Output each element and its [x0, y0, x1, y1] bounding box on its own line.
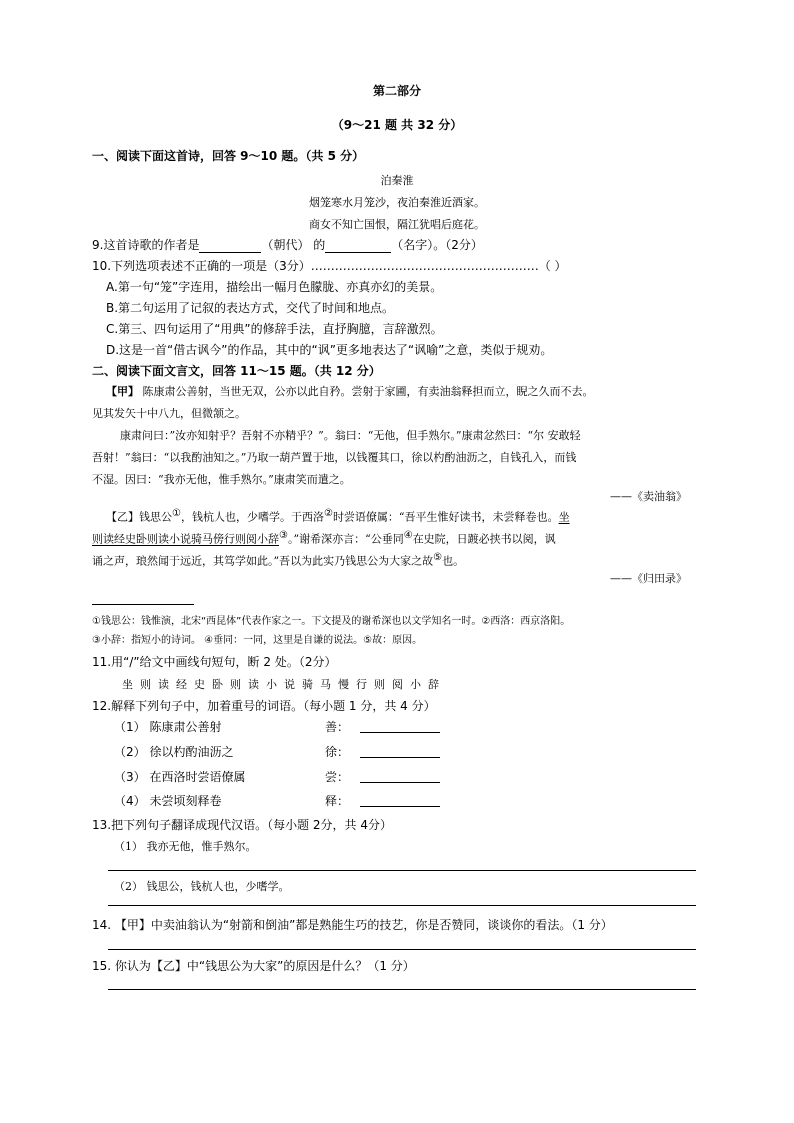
- q9-name-blank[interactable]: [325, 252, 391, 253]
- q12-item-1-word: 善：: [325, 720, 350, 734]
- q12-item-4-word: 释：: [325, 794, 350, 808]
- part1-heading: 一、阅读下面这首诗，回答 9～10 题。（共 5 分）: [92, 149, 365, 163]
- poem-line-1: 烟笼寒水月笼沙，夜泊秦淮近酒家。: [309, 196, 485, 209]
- q12-item-2-label: （2） 徐以杓酌油沥之: [114, 745, 234, 759]
- q13-sentence-1: （1） 我亦无他，惟手熟尔。: [114, 840, 257, 853]
- q10-option-c[interactable]: C.第三、四句运用了“用典”的修辞手法，直抒胸臆，言辞激烈。: [106, 322, 443, 336]
- q10-option-b[interactable]: B.第二句运用了记叙的表达方式，交代了时间和地点。: [106, 301, 395, 315]
- q10-option-a[interactable]: A.第一句“笼”字连用，描绘出一幅月色朦胧、亦真亦幻的美景。: [106, 280, 443, 294]
- note-ref-2: ②: [323, 508, 333, 519]
- poem-title: 泊秦淮: [380, 174, 414, 187]
- part2-heading: 二、阅读下面文言文，回答 11～15 题。（共 12 分）: [92, 364, 381, 378]
- footnote-line-2: ③小辞：指短小的诗词。 ④垂同：一同，这里是自谦的说法。⑤故：原因。: [92, 635, 423, 646]
- question-9: [92, 236, 483, 253]
- yi-text-1a: 【乙】钱思公: [106, 510, 172, 524]
- yi-source: ——《归田录》: [610, 572, 687, 585]
- jia-p1-text: 陈康肃公善射，当世无双，公亦以此自矜。尝射于家圃，有卖油翁释担而立，睨之久而不去。: [139, 385, 594, 398]
- q12-item-3-blank[interactable]: [360, 782, 440, 783]
- jia-para2-line2: 吾射！”翁曰：“以我酌油知之。”乃取一葫芦置于地，以钱覆其口，徐以杓酌油沥之，自钱孔入，而钱: [92, 451, 577, 464]
- q12-item-4-label: （4） 未尝顷刻释卷: [114, 794, 222, 808]
- q12-item-2-blank[interactable]: [360, 757, 440, 758]
- footnote-line-1: ①钱思公：钱惟演，北宋“西昆体”代表作家之一。下文提及的谢希深也以文学知名一时。②西洛：西京洛阳。: [92, 616, 571, 627]
- jia-source: ——《卖油翁》: [610, 490, 687, 503]
- note-ref-5: ⑤: [433, 552, 443, 563]
- q12-item-3-label: （3） 在西洛时尝语僚属: [114, 770, 246, 784]
- footnote-divider: [92, 604, 194, 605]
- yi-line1: [106, 508, 570, 525]
- yi-line2: [92, 530, 556, 547]
- yi-text-1b: ，钱杭人也，少嗜学。于西洛: [180, 510, 324, 524]
- yi-text-2b: 。”谢希深亦言：“公垂同: [287, 532, 404, 546]
- jia-label: 【甲】: [106, 385, 139, 398]
- question-10-stem: 10.下列选项表述不正确的一项是（3分）…………………………………………………（ ）: [92, 259, 567, 273]
- question-12-stem: 12.解释下列句子中，加着重号的词语。（每小题 1 分，共 4 分）: [92, 699, 436, 713]
- yi-text-2c: 在史院，日踱必挟书以阅，讽: [412, 532, 556, 546]
- q10-option-d[interactable]: D.这是一首“借古讽今”的作品，其中的“讽”更多地表达了“讽喻”之意，类似于规劝。: [106, 343, 553, 357]
- q12-item-3-word: 尝：: [325, 770, 350, 784]
- q12-item-2-word: 徐：: [325, 745, 350, 759]
- q14-answer-line[interactable]: [108, 949, 696, 950]
- jia-para2-line3: 不湿。因曰：“我亦无他，惟手熟尔。”康肃笑而遣之。: [92, 473, 351, 486]
- note-ref-4: ④: [403, 530, 413, 541]
- q15-answer-line[interactable]: [108, 989, 696, 990]
- q11-sentence[interactable]: 坐则读经史卧则读小说骑马慢行则阅小辞: [122, 678, 446, 691]
- question-14-stem: 14. 【甲】中卖油翁认为“射箭和倒油”都是熟能生巧的技艺，你是否赞同，谈谈你的看法。（1 分）: [92, 918, 613, 932]
- yi-text-3a: 诵之声，琅然闻于远近，其笃学如此。”吾以为此实乃钱思公为大家之故: [92, 554, 434, 568]
- q13-answer-line-2[interactable]: [108, 905, 696, 906]
- note-ref-3: ③: [279, 530, 288, 541]
- q9-text-c: （名字）。（2分）: [391, 238, 483, 252]
- q9-text-b: （朝代） 的: [261, 238, 326, 252]
- section-title: 第二部分: [372, 84, 421, 98]
- question-13-stem: 13.把下列句子翻译成现代汉语。（每小题 2分，共 4分）: [92, 818, 392, 832]
- q13-answer-line-1[interactable]: [108, 870, 696, 871]
- yi-line3: [92, 552, 464, 569]
- yi-text-1c: 时尝语僚属：“吾平生惟好读书，未尝释卷也。: [332, 510, 559, 524]
- jia-para1-line2: 见其发矢十中八九，但微颔之。: [92, 407, 246, 420]
- jia-para2-line1: 康肃问曰：”汝亦知射乎？吾射不亦精乎？”。翁曰：“无他，但手熟尔。”康肃忿然曰：“尔 安敢轻: [120, 429, 581, 442]
- q9-text-a: 9.这首诗歌的作者是: [92, 238, 200, 252]
- question-11-stem: 11.用“/”给文中画线句短句，断 2 处。（2分）: [92, 655, 337, 669]
- q9-dynasty-blank[interactable]: [199, 252, 261, 253]
- jia-para1-line1: [106, 383, 594, 399]
- question-15-stem: 15. 你认为【乙】中“钱思公为大家”的原因是什么？（1 分）: [92, 959, 415, 973]
- poem-line-2: 商女不知亡国恨，隔江犹唱后庭花。: [309, 218, 485, 231]
- underlined-sentence: 则读经史卧则读小说骑马傍行则阅小辞: [92, 532, 279, 546]
- q12-item-1-blank[interactable]: [360, 732, 440, 733]
- yi-text-3b: 也。: [442, 554, 465, 568]
- q12-item-4-blank[interactable]: [360, 806, 440, 807]
- section-subtitle: （9～21 题 共 32 分）: [331, 118, 463, 132]
- q12-item-1-label: （1） 陈康肃公善射: [114, 720, 222, 734]
- q13-sentence-2: （2） 钱思公，钱杭人也，少嗜学。: [114, 880, 290, 893]
- note-ref-1: ①: [172, 508, 181, 519]
- underlined-sentence-start: 坐: [558, 510, 570, 524]
